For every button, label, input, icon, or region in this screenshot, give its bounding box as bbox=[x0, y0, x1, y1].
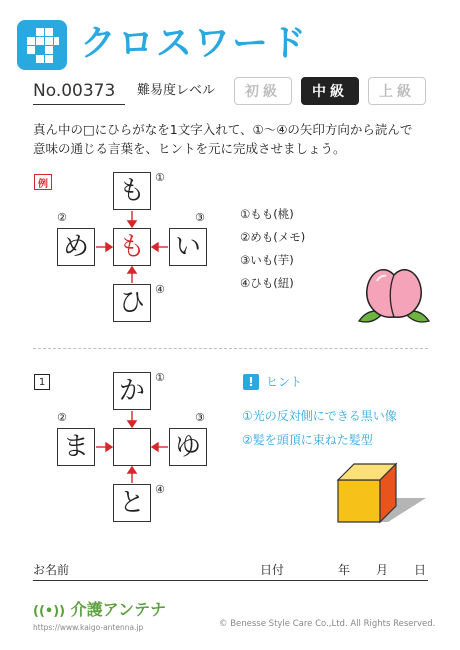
example-right-cell: い bbox=[169, 228, 207, 266]
example-number-4: ④ bbox=[155, 283, 165, 296]
antenna-icon: ((•)) bbox=[33, 604, 66, 619]
question-bottom-cell: と bbox=[113, 484, 151, 522]
instructions-line-1: 真ん中の□にひらがなを1文字入れて、①～④の矢印方向から読んで bbox=[33, 122, 413, 137]
question-left-cell: ま bbox=[57, 428, 95, 466]
example-top-cell: も bbox=[113, 172, 151, 210]
example-number-2: ② bbox=[57, 211, 67, 224]
page-title: クロスワード bbox=[80, 23, 309, 64]
day-label: 日 bbox=[414, 563, 427, 577]
cube-illustration bbox=[330, 458, 428, 530]
hint-icon: ! bbox=[243, 374, 259, 390]
month-label: 月 bbox=[376, 563, 389, 577]
example-answer-3: ③いも(芋) bbox=[240, 253, 294, 267]
example-number-3: ③ bbox=[195, 211, 205, 224]
name-date-line bbox=[33, 580, 428, 581]
year-label: 年 bbox=[338, 563, 351, 577]
question-number-3: ③ bbox=[195, 411, 205, 424]
example-number-1: ① bbox=[155, 171, 165, 184]
puzzle-number: No.00373 bbox=[33, 81, 116, 101]
hint-title: ヒント bbox=[266, 375, 303, 389]
question-number-1: ① bbox=[155, 371, 165, 384]
question-top-cell: か bbox=[113, 372, 151, 410]
example-center-cell: も bbox=[113, 228, 151, 266]
question-number-2: ② bbox=[57, 411, 67, 424]
difficulty-label: 難易度レベル bbox=[137, 83, 216, 98]
date-label: 日付 bbox=[260, 563, 285, 577]
hint-item-2: ②髪を頭頂に束ねた髪型 bbox=[242, 433, 373, 447]
level-intermediate: 中級 bbox=[301, 77, 359, 105]
hint-item-1: ①光の反対側にできる黒い像 bbox=[242, 409, 397, 423]
level-beginner: 初級 bbox=[234, 77, 292, 105]
question-number-4: ④ bbox=[155, 483, 165, 496]
example-answer-4: ④ひも(紐) bbox=[240, 276, 294, 290]
copyright: © Benesse Style Care Co.,Ltd. All Rights Reserved. bbox=[219, 619, 436, 629]
name-label: お名前 bbox=[33, 563, 70, 577]
brand-name: 介護アンテナ bbox=[70, 600, 167, 619]
brand-logo bbox=[33, 600, 166, 622]
question-right-cell: ゆ bbox=[169, 428, 207, 466]
example-left-cell: め bbox=[57, 228, 95, 266]
example-answer-1: ①もも(桃) bbox=[240, 207, 294, 221]
brand-url: https://www.kaigo-antenna.jp bbox=[33, 623, 144, 632]
question-tag: 1 bbox=[34, 374, 50, 390]
level-advanced: 上級 bbox=[368, 77, 426, 105]
example-answer-2: ②めも(メモ) bbox=[240, 230, 306, 244]
example-tag: 例 bbox=[34, 174, 52, 190]
example-bottom-cell: ひ bbox=[113, 284, 151, 322]
instructions-line-2: 意味の通じる言葉を、ヒントを元に完成させましょう。 bbox=[33, 141, 346, 156]
